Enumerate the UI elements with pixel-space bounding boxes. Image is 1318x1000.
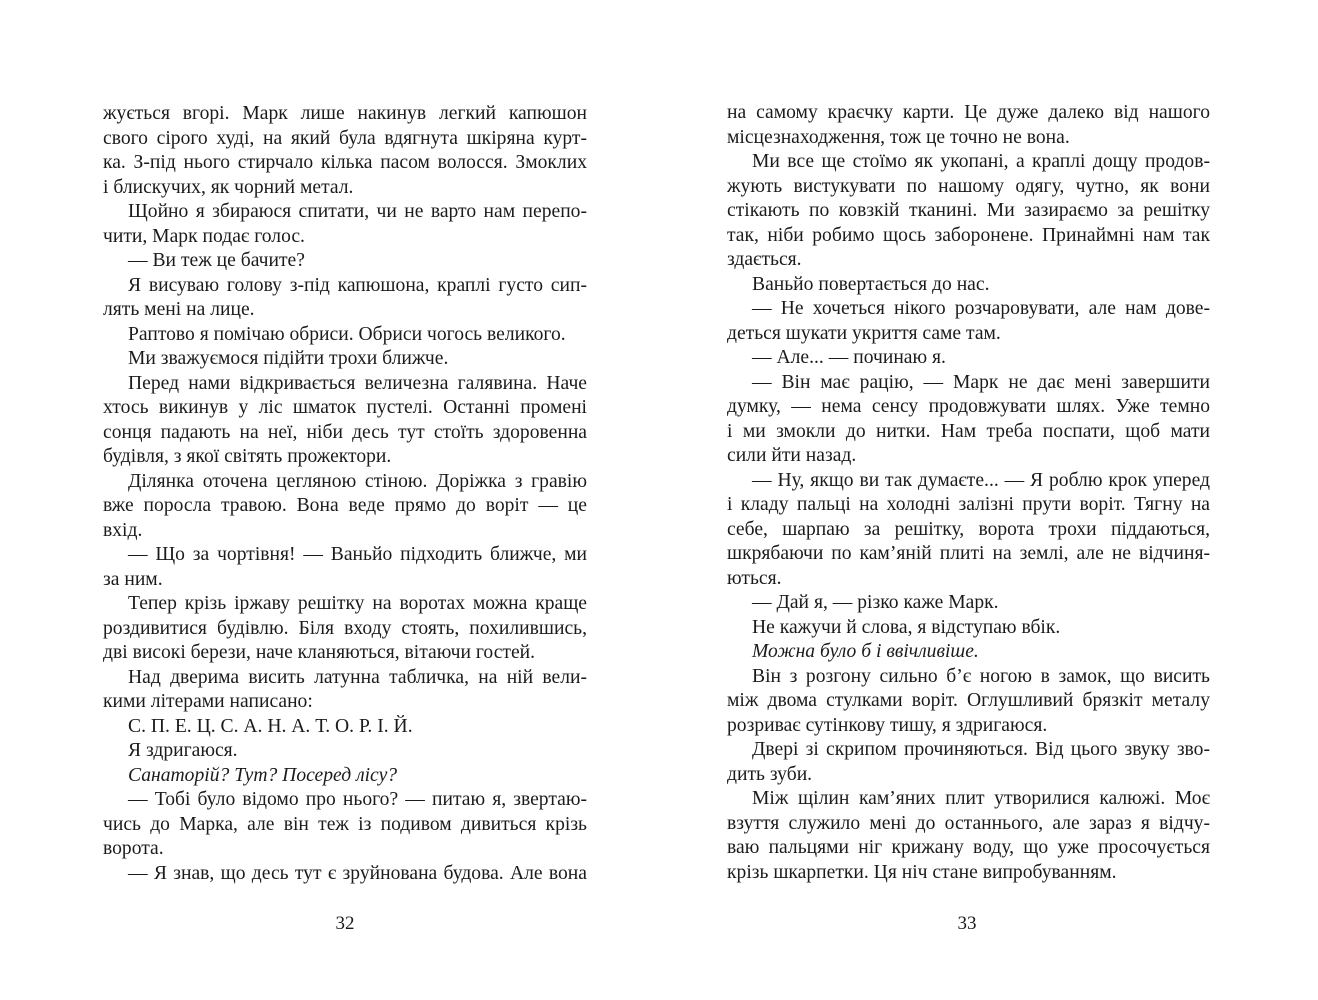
- text-line: Я здригаюся.: [128, 740, 238, 761]
- text-line: думку, — нема сенсу продовжувати шлях. Уже темно: [727, 396, 1210, 417]
- right-page: [659, 0, 1318, 1000]
- text-line: Ваньйо повертається до нас.: [752, 273, 990, 295]
- text-line: шкрябаючи по кам’яній плиті на землі, але не відчиня-: [727, 543, 1210, 564]
- text-line: ворота.: [103, 838, 164, 859]
- text-line: Санаторій? Тут? Посеред лісу?: [128, 764, 398, 786]
- text-line: Ділянка оточена цегляною стіною. Доріжка з гравію: [128, 470, 587, 492]
- text-line: деться шукати укриття саме там.: [727, 322, 1001, 344]
- text-line: — Ну, якщо ви так думаєте... — Я роблю крок уперед: [752, 469, 1210, 491]
- text-line: вхід.: [103, 519, 143, 541]
- text-line: ваю пальцями ніг крижану воду, що уже просочується: [727, 837, 1210, 858]
- text-line: місцезнаходження, тож це точно не вона.: [727, 126, 1070, 148]
- text-line: сили йти назад.: [727, 445, 857, 466]
- page-number-right: 33: [957, 913, 977, 934]
- text-line: і кладу пальці на холодні залізні прути воріт. Тягну на: [727, 494, 1210, 515]
- text-line: жується вгорі. Марк лише накинув легкий капюшон: [103, 103, 587, 124]
- text-line: Я висуваю голову з-під капюшона, краплі густо сип-: [128, 274, 587, 296]
- right-page-text: [727, 101, 1210, 885]
- text-line: Між щілин кам’яних плит утворилися калюжі. Моє: [752, 788, 1210, 809]
- text-line: ка. З-під нього стирчало кілька пасом волосся. Змоклих: [103, 152, 587, 173]
- text-line: будівля, з якої світять прожектори.: [103, 446, 392, 467]
- text-line: Ми зважуємося підійти трохи ближче.: [128, 348, 449, 369]
- page-number-left: 32: [335, 913, 355, 934]
- text-line: — Він має рацію, — Марк не дає мені завершити: [752, 371, 1210, 393]
- left-page-text: [103, 102, 587, 886]
- text-line: чити, Марк подає голос.: [103, 225, 305, 247]
- text-line: Щойно я збираюся спитати, чи не варто нам перепо-: [128, 201, 587, 222]
- text-line: хтось викинув у ліс шматок пустелі. Останні промені: [103, 397, 587, 418]
- text-line: Ми все ще стоїмо як укопані, а краплі дощу продов-: [752, 151, 1210, 172]
- text-line: і блискучих, як чорний метал.: [103, 176, 354, 198]
- text-line: Можна було б і ввічливіше.: [752, 641, 979, 662]
- text-line: свого сірого худі, на який була вдягнута шкіряна курт-: [103, 127, 587, 149]
- text-line: себе, шарпаю за решітку, ворота трохи піддаються,: [727, 518, 1210, 540]
- text-line: розриває сутінкову тишу, я здригаюся.: [727, 714, 1048, 736]
- text-line: Перед нами відкривається величезна галявина. Наче: [128, 372, 587, 394]
- text-line: ються.: [727, 567, 782, 589]
- text-line: — Але... — починаю я.: [752, 347, 946, 368]
- text-line: Двері зі скрипом прочиняються. Від цього звуку зво-: [752, 739, 1210, 760]
- text-line: жують вистукувати по нашому одягу, чутно, як вони: [727, 175, 1210, 197]
- text-line: здається.: [727, 249, 802, 270]
- text-line: Він з розгону сильно б’є ногою в замок, що висить: [752, 665, 1210, 687]
- text-line: за ним.: [103, 568, 163, 590]
- text-line: на самому краєчку карти. Це дуже далеко від нашого: [727, 102, 1210, 123]
- text-line: роздивитися будівлю. Біля входу стоять, похилившись,: [103, 617, 587, 639]
- text-line: між двома стулками воріт. Оглушливий брязкіт металу: [727, 690, 1210, 711]
- text-line: — Ви теж це бачите?: [128, 250, 305, 271]
- text-line: — Тобі було відомо про нього? — питаю я, звертаю-: [128, 789, 587, 810]
- text-line: чись до Марка, але він теж із подивом дивиться крізь: [103, 813, 587, 835]
- text-line: Тепер крізь іржаву решітку на воротах можна краще: [128, 593, 587, 614]
- text-line: Раптово я помічаю обриси. Обриси чогось великого.: [128, 323, 566, 345]
- text-line: кими літерами написано:: [103, 691, 313, 712]
- text-line: С. П. Е. Ц. С. А. Н. А. Т. О. Р. І. Й.: [128, 715, 413, 737]
- text-line: крізь шкарпетки. Ця ніч стане випробуванням.: [727, 861, 1117, 883]
- text-line: і ми змокли до нитки. Нам треба поспати, щоб мати: [727, 420, 1210, 442]
- text-line: — Що за чортівня! — Ваньйо підходить ближче, ми: [128, 544, 587, 565]
- text-line: Над дверима висить латунна табличка, на ній вели-: [128, 666, 587, 688]
- text-line: Не кажучи й слова, я відступаю вбік.: [752, 616, 1061, 638]
- text-line: лять мені на лице.: [103, 299, 255, 320]
- text-line: — Я знав, що десь тут є зруйнована будова. Але вона: [128, 862, 587, 884]
- text-line: так, ніби робимо щось заборонене. Принаймні нам так: [727, 224, 1210, 246]
- text-line: сонця падають на неї, ніби десь тут стоїть здоровенна: [103, 421, 587, 443]
- text-line: дві високі берези, наче кланяються, вітаючи гостей.: [103, 642, 536, 663]
- text-line: вже поросла травою. Вона веде прямо до воріт — це: [103, 495, 587, 516]
- text-line: взуття служило мені до останнього, але зараз я відчу-: [727, 812, 1210, 834]
- text-line: — Дай я, — різко каже Марк.: [752, 592, 999, 613]
- text-line: — Не хочеться нікого розчаровувати, але нам дове-: [752, 298, 1210, 319]
- text-line: дить зуби.: [727, 763, 813, 785]
- text-line: стікають по ковзкій тканині. Ми зазираємо за решітку: [727, 200, 1210, 221]
